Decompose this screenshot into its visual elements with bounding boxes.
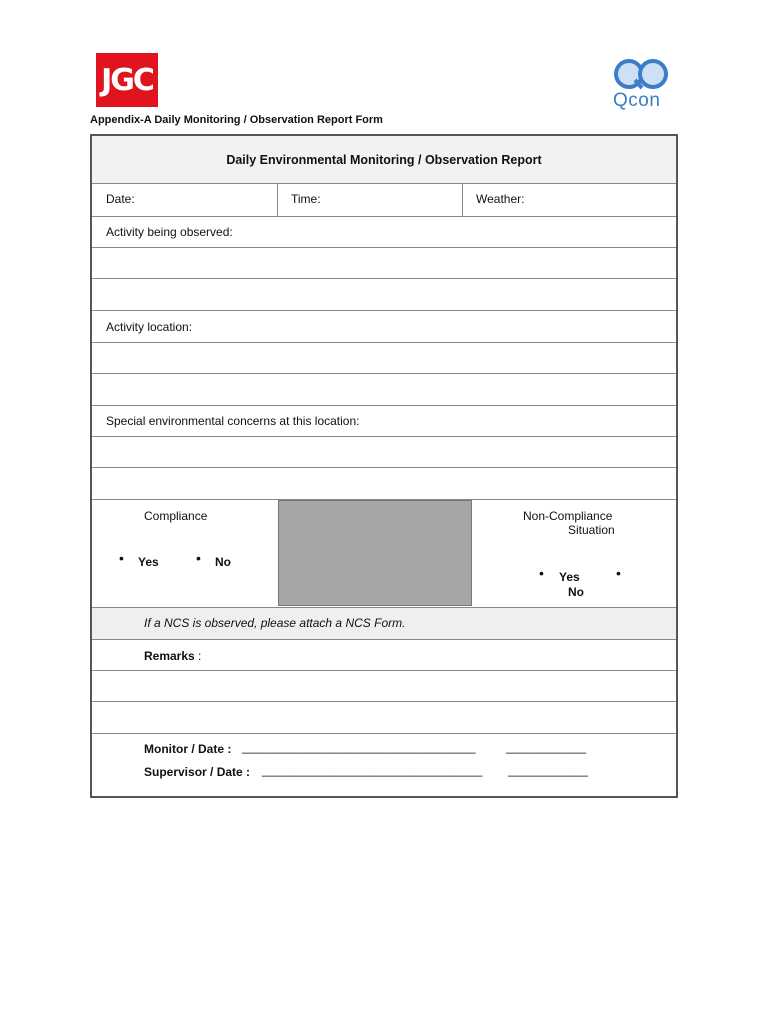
supervisor-date-label: Supervisor / Date : — [144, 765, 251, 779]
jgc-logo: JGC — [96, 53, 158, 107]
gray-separator-block — [278, 500, 472, 606]
ncs-note-row — [92, 608, 676, 640]
date-label: Date: — [106, 192, 135, 206]
ncs-note: If a NCS is observed, please attach a NCS Form. — [144, 616, 406, 630]
weather-label: Weather: — [476, 192, 525, 206]
monitor-date-line[interactable]: ____________ — [506, 740, 587, 754]
compliance-label: Compliance — [144, 509, 208, 523]
supervisor-signature-line[interactable]: _________________________________ — [262, 763, 483, 777]
report-form — [90, 134, 678, 798]
compliance-yes-label: Yes — [138, 555, 159, 569]
non-compliance-label-line1: Non-Compliance — [523, 509, 613, 523]
qcon-logo-mark — [609, 58, 675, 92]
non-compliance-yes-label: Yes — [559, 570, 580, 584]
monitor-signature-line[interactable]: ___________________________________ — [242, 740, 476, 754]
concerns-blank-row-2[interactable] — [92, 468, 676, 500]
activity-label-row — [92, 217, 676, 248]
compliance-no-bullet[interactable]: • — [196, 550, 201, 566]
qcon-logo-text: Qcon — [613, 90, 661, 111]
location-blank-row-2[interactable] — [92, 374, 676, 406]
activity-blank-row-1[interactable] — [92, 248, 676, 279]
remarks-label-row — [92, 640, 676, 671]
compliance-no-label: No — [215, 555, 231, 569]
appendix-title: Appendix-A Daily Monitoring / Observation Report Form — [90, 114, 383, 126]
non-compliance-no-bullet[interactable]: • — [616, 565, 621, 581]
concerns-label-row — [92, 406, 676, 437]
non-compliance-yes-bullet[interactable]: • — [539, 565, 544, 581]
concerns-label: Special environmental concerns at this location: — [106, 414, 360, 428]
time-label: Time: — [291, 192, 321, 206]
date-time-weather-row — [92, 184, 676, 217]
remarks-blank-row-1[interactable] — [92, 671, 676, 702]
compliance-yes-bullet[interactable]: • — [119, 550, 124, 566]
monitor-date-label: Monitor / Date : — [144, 742, 232, 756]
concerns-blank-row-1[interactable] — [92, 437, 676, 468]
form-title: Daily Environmental Monitoring / Observation Report — [92, 136, 676, 184]
non-compliance-label-line2: Situation — [568, 523, 615, 537]
location-label-row — [92, 311, 676, 343]
remarks-blank-row-2[interactable] — [92, 702, 676, 734]
activity-blank-row-2[interactable] — [92, 279, 676, 311]
location-blank-row-1[interactable] — [92, 343, 676, 374]
qcon-logo — [609, 58, 675, 112]
remarks-label: Remarks — [144, 649, 195, 663]
supervisor-date-line[interactable]: ____________ — [508, 763, 589, 777]
signature-section — [92, 734, 676, 796]
non-compliance-no-label: No — [568, 585, 584, 599]
activity-label: Activity being observed: — [106, 225, 233, 239]
remarks-colon: : — [198, 649, 202, 663]
compliance-section — [92, 500, 676, 608]
location-label: Activity location: — [106, 320, 193, 334]
